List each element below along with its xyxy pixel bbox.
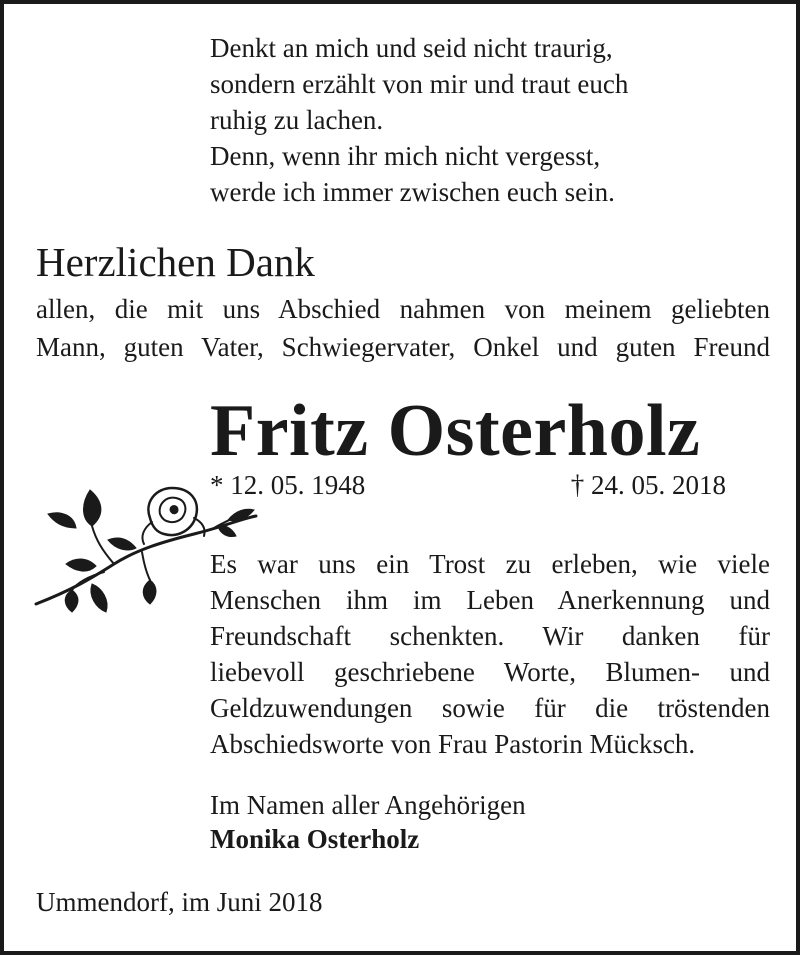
thanks-line: Mann, guten Vater, Schwiegervater, Onkel und guten Freund <box>36 332 770 362</box>
message-line: liebevoll geschriebene Worte, Blumen- und <box>210 657 770 687</box>
message-line: Geldzuwendungen sowie für die tröstenden <box>210 693 770 723</box>
message-line: Freundschaft schenkten. Wir danken für <box>210 621 770 651</box>
thanks-line: allen, die mit uns Abschied nahmen von meinem geliebten <box>36 294 770 324</box>
message-line: Es war uns ein Trost zu erleben, wie viele <box>210 549 770 579</box>
place-and-date: Ummendorf, im Juni 2018 <box>36 887 323 917</box>
message-line: Menschen ihm im Leben Anerkennung und <box>210 585 770 615</box>
message-line: Abschiedsworte von Frau Pastorin Mücksch. <box>210 729 696 759</box>
poem-line: werde ich immer zwischen euch sein. <box>210 177 615 207</box>
thanks-heading: Herzlichen Dank <box>36 239 315 285</box>
poem-line: Denkt an mich und seid nicht traurig, <box>210 33 613 63</box>
death-date: † 24. 05. 2018 <box>570 470 726 500</box>
poem-line: sondern erzählt von mir und traut euch <box>210 69 629 99</box>
birth-date: * 12. 05. 1948 <box>210 470 366 500</box>
signature-intro: Im Namen aller Angehörigen <box>210 790 526 820</box>
deceased-name: Fritz Osterholz <box>210 390 701 472</box>
signature-name: Monika Osterholz <box>210 824 420 854</box>
poem-line: ruhig zu lachen. <box>210 105 384 135</box>
poem-line: Denn, wenn ihr mich nicht vergesst, <box>210 141 601 171</box>
